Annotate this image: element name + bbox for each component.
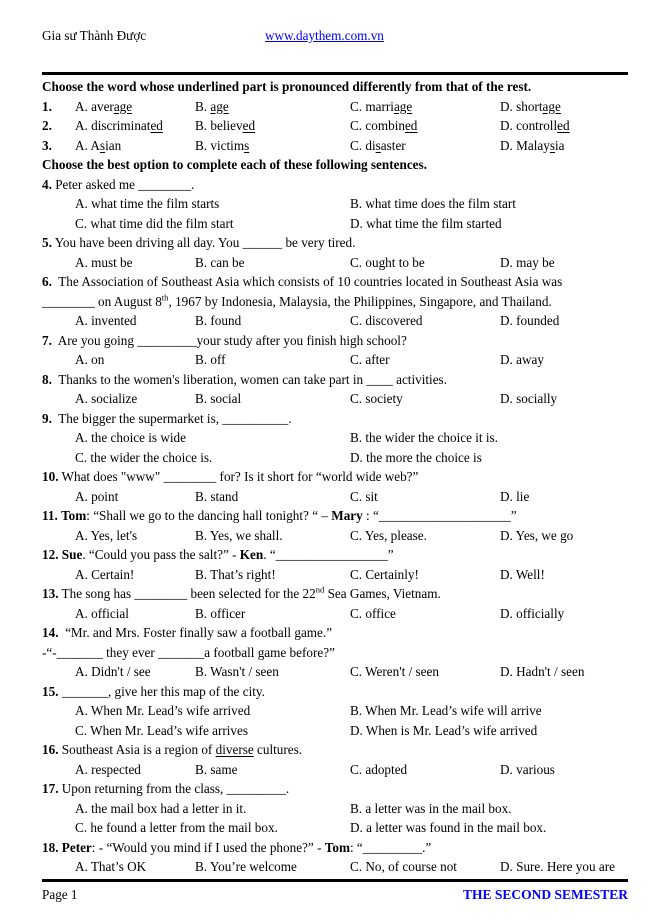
question-text: 14. “Mr. and Mrs. Foster finally saw a football game.” [42, 625, 333, 640]
question-18 [42, 838, 628, 877]
option-c: C. office [350, 605, 396, 621]
option-b: B. believed [195, 118, 256, 133]
options-row [42, 604, 628, 624]
option-b: B. When Mr. Lead’s wife will arrive [350, 703, 542, 718]
options-row [42, 760, 628, 780]
option-a: A. point [75, 488, 119, 504]
header-link[interactable]: www.daythem.com.vn [265, 28, 384, 43]
question-8 [42, 370, 628, 409]
options-row [42, 448, 628, 468]
option-d: D. socially [500, 391, 558, 406]
question-text: 4. Peter asked me ________. [42, 176, 195, 192]
top-rule [42, 72, 628, 75]
options-row [42, 721, 628, 741]
option-c: C. Yes, please. [350, 527, 427, 543]
question-16 [42, 740, 628, 779]
option-c: C. society [350, 391, 403, 406]
options-row [42, 565, 628, 585]
option-c: C. combined [350, 118, 418, 133]
option-c: C. marriage [350, 98, 413, 114]
option-d: D. Malaysia [500, 137, 565, 153]
options-row [42, 818, 628, 838]
question-13 [42, 584, 628, 623]
question-text: 11. Tom: “Shall we go to the dancing hall tonight? “ – Mary : “____________________” [42, 508, 517, 523]
options-row [42, 311, 628, 331]
question-text: 13. The song has ________ been selected for the 22nd Sea Games, Vietnam. [42, 584, 441, 601]
question-text: 5. You have been driving all day. You ______ be very tired. [42, 235, 356, 250]
question-15 [42, 682, 628, 741]
option-d: D. controlled [500, 118, 570, 133]
options-row [42, 389, 628, 409]
option-d: D. the more the choice is [350, 449, 482, 465]
question-6 [42, 272, 628, 331]
quiz-content [42, 77, 628, 877]
question-text: 7. Are you going _________your study after you finish high school? [42, 332, 407, 348]
option-a: A. official [75, 605, 129, 621]
option-a: A. must be [75, 254, 133, 270]
question-2 [42, 116, 628, 136]
option-d: D. Hadn't / seen [500, 664, 585, 679]
options-row [42, 487, 628, 507]
question-text: 8. Thanks to the women's liberation, women can take part in ____ activities. [42, 371, 447, 387]
question-3 [42, 136, 628, 156]
options-row [42, 662, 628, 682]
option-b: B. the wider the choice it is. [350, 430, 498, 445]
question-text: 18. Peter: - “Would you mind if I used the phone?” - Tom: “_________.” [42, 839, 432, 855]
option-a: A. Certain! [75, 566, 135, 582]
options-row [42, 194, 628, 214]
header-author: Gia sư Thành Được [42, 28, 147, 43]
option-a: A. average [75, 98, 133, 114]
option-d: D. Well! [500, 566, 545, 582]
option-c: C. When Mr. Lead’s wife arrives [75, 722, 248, 738]
option-a: A. the choice is wide [75, 430, 186, 445]
option-a: A. what time the film starts [75, 196, 220, 211]
option-b: B. That’s right! [195, 566, 276, 582]
options-row [42, 857, 628, 877]
footer-semester-label: THE SECOND SEMESTER [462, 886, 628, 902]
question-text: 9. The bigger the supermarket is, __________. [42, 410, 292, 426]
option-d: D. Sure. Here you are [500, 859, 615, 874]
option-b: B. found [195, 313, 242, 328]
question-text: 17. Upon returning from the class, _________. [42, 781, 290, 796]
option-b: B. Yes, we shall. [195, 527, 283, 543]
option-a: A. Asian [75, 137, 122, 153]
option-d: D. officially [500, 605, 565, 621]
question-text: 16. Southeast Asia is a region of diverse cultures. [42, 742, 303, 757]
options-row [42, 350, 628, 370]
options-row [42, 253, 628, 273]
option-a: A. socialize [75, 391, 138, 406]
option-a: A. discriminated [75, 118, 163, 133]
question-text: 10. What does "www" ________ for? Is it short for “world wide web?” [42, 469, 419, 484]
option-c: C. the wider the choice is. [75, 449, 213, 465]
option-a: A. Yes, let's [75, 527, 138, 543]
option-a: A. That’s OK [75, 859, 147, 874]
option-d: D. founded [500, 313, 560, 328]
option-b: B. off [195, 352, 226, 367]
option-c: C. Certainly! [350, 566, 419, 582]
question-4 [42, 175, 628, 234]
options-row [42, 428, 628, 448]
question-11 [42, 506, 628, 545]
option-b: B. a letter was in the mail box. [350, 800, 512, 816]
page-number: Page 1 [42, 886, 78, 902]
option-d: D. shortage [500, 98, 561, 114]
question-text: -“-_______ they ever _______a football game before?” [42, 644, 335, 660]
option-c: C. after [350, 352, 390, 367]
option-b: B. officer [195, 605, 246, 621]
option-a: A. When Mr. Lead’s wife arrived [75, 703, 251, 718]
option-b: B. You’re welcome [195, 859, 297, 874]
option-b: B. stand [195, 488, 239, 504]
option-d: D. various [500, 761, 555, 777]
option-d: D. Yes, we go [500, 527, 574, 543]
option-d: D. lie [500, 488, 530, 504]
option-c: C. discovered [350, 313, 423, 328]
page-footer [42, 885, 628, 905]
question-7 [42, 331, 628, 370]
question-12 [42, 545, 628, 584]
question-text: 15. _______, give her this map of the city. [42, 683, 265, 699]
option-a: A. the mail box had a letter in it. [75, 800, 247, 816]
option-a: A. respected [75, 761, 141, 777]
option-c: C. ought to be [350, 254, 425, 270]
question-9 [42, 409, 628, 468]
option-b: B. Wasn't / seen [195, 664, 279, 679]
question-14 [42, 623, 628, 682]
option-d: D. a letter was found in the mail box. [350, 820, 547, 835]
option-c: C. Weren't / seen [350, 664, 439, 679]
question-number: 1. [42, 98, 52, 114]
options-row [42, 136, 628, 156]
option-c: C. what time did the film start [75, 215, 234, 231]
option-d: D. When is Mr. Lead’s wife arrived [350, 722, 538, 738]
options-row [42, 97, 628, 117]
question-1 [42, 97, 628, 117]
question-number: 2. [42, 118, 52, 133]
option-b: B. same [195, 761, 238, 777]
question-17 [42, 779, 628, 838]
option-c: C. sit [350, 488, 378, 504]
options-row [42, 799, 628, 819]
section-heading: Choose the best option to complete each of these following sentences. [42, 157, 427, 172]
options-row [42, 701, 628, 721]
question-number: 3. [42, 137, 52, 153]
options-row [42, 214, 628, 234]
option-b: B. age [195, 98, 229, 114]
options-row [42, 116, 628, 136]
footer-rule [42, 879, 628, 882]
question-text: 6. The Association of Southeast Asia which consists of 10 countries located in Southeast Asia was [42, 274, 563, 289]
options-row [42, 526, 628, 546]
question-text: ________ on August 8th, 1967 by Indonesia, Malaysia, the Philippines, Singapore, and Thailand. [42, 292, 552, 309]
question-text: 12. Sue. “Could you pass the salt?” - Ken. “_________________” [42, 547, 394, 562]
option-c: C. he found a letter from the mail box. [75, 820, 278, 835]
option-b: B. what time does the film start [350, 196, 516, 211]
option-d: D. what time the film started [350, 215, 502, 231]
option-d: D. away [500, 352, 544, 367]
option-b: B. victims [195, 137, 250, 153]
option-c: C. disaster [350, 137, 406, 153]
option-a: A. invented [75, 313, 137, 328]
option-a: A. Didn't / see [75, 664, 151, 679]
option-b: B. social [195, 391, 242, 406]
option-a: A. on [75, 352, 105, 367]
section-heading: Choose the word whose underlined part is pronounced differently from that of the rest. [42, 79, 532, 94]
question-10 [42, 467, 628, 506]
option-c: C. adopted [350, 761, 408, 777]
page-header [42, 28, 628, 48]
question-5 [42, 233, 628, 272]
option-d: D. may be [500, 254, 555, 270]
option-b: B. can be [195, 254, 245, 270]
option-c: C. No, of course not [350, 859, 457, 874]
